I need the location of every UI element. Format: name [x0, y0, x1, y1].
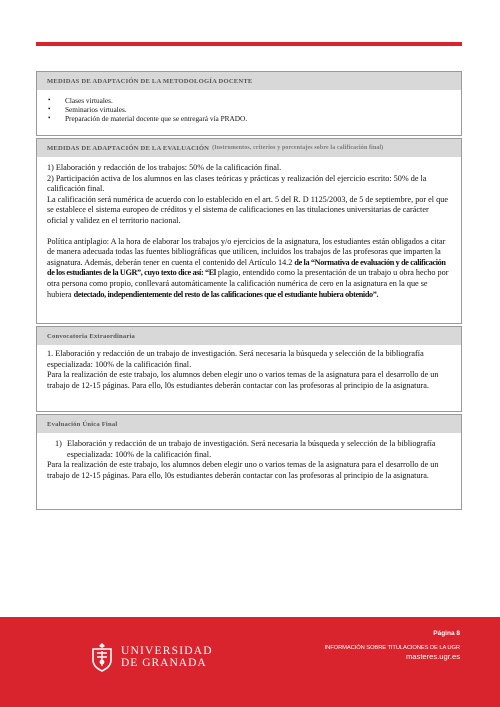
granada-crest-icon: [90, 642, 114, 672]
unica-header: [37, 415, 461, 433]
evaluacion-section: [36, 138, 462, 324]
list-item: • Seminarios virtuales.: [47, 105, 451, 114]
info-titulaciones: INFORMACIÓN SOBRE TITULACIONES DE LA UGR: [324, 645, 460, 651]
unica-list: [47, 439, 451, 460]
metodologia-section: [36, 71, 462, 136]
politica-antiplagio: Política antiplagio: A la hora de elaborar los trabajos y/o ejercicios de la asignatura, los estudiantes están obligados a citar de manera adecuada todas las fuentes bibliográficas que utilicen, incluidos los trabajos de las profesoras que imparten la asignatura. Además, deberán tener en cuenta el contenido del Artículo 14.2 de la “Normativa de evaluación y de calificación de los estudiantes de la UGR”, cuyo texto dice así: “El plagio, entendido como la presentación de un trabajo u obra hecho por otra persona como propio, conllevará automáticamente la calificación numérica de cero en la asignatura en la que se hubiera detectado, independientemente del resto de las calificaciones que el estudiante hubiera obtenido”.: [47, 236, 449, 299]
extraordinaria-title: Convocatoria Extraordinaria: [47, 332, 135, 340]
ugr-logo: [90, 642, 213, 672]
extraordinaria-header: [37, 327, 461, 345]
extraordinaria-line-1: 1. Elaboración y redacción de un trabajo de investigación. Será necesaria la búsqueda y selección de la bibliografía especializada: 100% de la calificación final.: [47, 349, 424, 369]
metodologia-list: [47, 96, 451, 123]
list-item: • Preparación de material docente que se entregará vía PRADO.: [47, 114, 451, 123]
masteres-link[interactable]: masteres.ugr.es: [405, 652, 460, 661]
evaluacion-subtitle: (Instrumentos, criterios y porcentajes sobre la calificación final): [212, 145, 384, 151]
unica-title: Evaluación Única Final: [47, 420, 118, 428]
extraordinaria-line-2: Para la realización de este trabajo, los alumnos deben elegir uno o varios temas de la asignatura para el desarrollo de un trabajo de 12-15 páginas. Para ello, l0s estudiantes deberán contactar con las profesoras al principio de la asignatura.: [47, 370, 439, 390]
metodologia-header: [37, 72, 461, 90]
evaluacion-title: MEDIDAS DE ADAPTACIÓN DE LA EVALUACIÓN: [47, 144, 210, 152]
unica-line-2: Para la realización de este trabajo, los alumnos deben elegir uno o varios temas de la asignatura para el desarrollo de un trabajo de 12-15 páginas. Para ello, l0s estudiantes deberán contactar con las profesoras al principio de la asignatura.: [47, 460, 439, 480]
uni-name-line-2: DE GRANADA: [121, 657, 207, 669]
list-item: • Clases virtuales.: [47, 96, 451, 105]
evaluacion-line-2: 2) Participación activa de los alumnos en las clases teóricas y prácticas y realización del ejercicio escrito: 50% de la calificación final.: [47, 173, 427, 194]
unica-section: [36, 414, 462, 510]
page-number: Página 8: [433, 630, 460, 637]
extraordinaria-section: [36, 326, 462, 412]
list-item: 1) Elaboración y redacción de un trabajo de investigación. Será necesaria la búsqueda y selección de la bibliografía especializada: 100% de la calificación final.: [55, 439, 436, 459]
footer: [0, 617, 500, 707]
metodologia-title: MEDIDAS DE ADAPTACIÓN DE LA METODOLOGÍA DOCENTE: [47, 77, 253, 85]
uni-name-line-1: UNIVERSIDAD: [121, 645, 213, 657]
top-red-rule: [36, 42, 462, 46]
evaluacion-header: [37, 139, 461, 157]
evaluacion-line-1: 1) Elaboración y redacción de los trabajos: 50% de la calificación final.: [47, 163, 282, 172]
evaluacion-calificacion: La calificación será numérica de acuerdo con lo establecido en el art. 5 del R. D 1125/2003, de 5 de septiembre, por el que se establece el sistema europeo de créditos y el sistema de calificaciones en las titulaciones universitarias de carácter oficial y validez en el territorio nacional.: [47, 194, 448, 225]
